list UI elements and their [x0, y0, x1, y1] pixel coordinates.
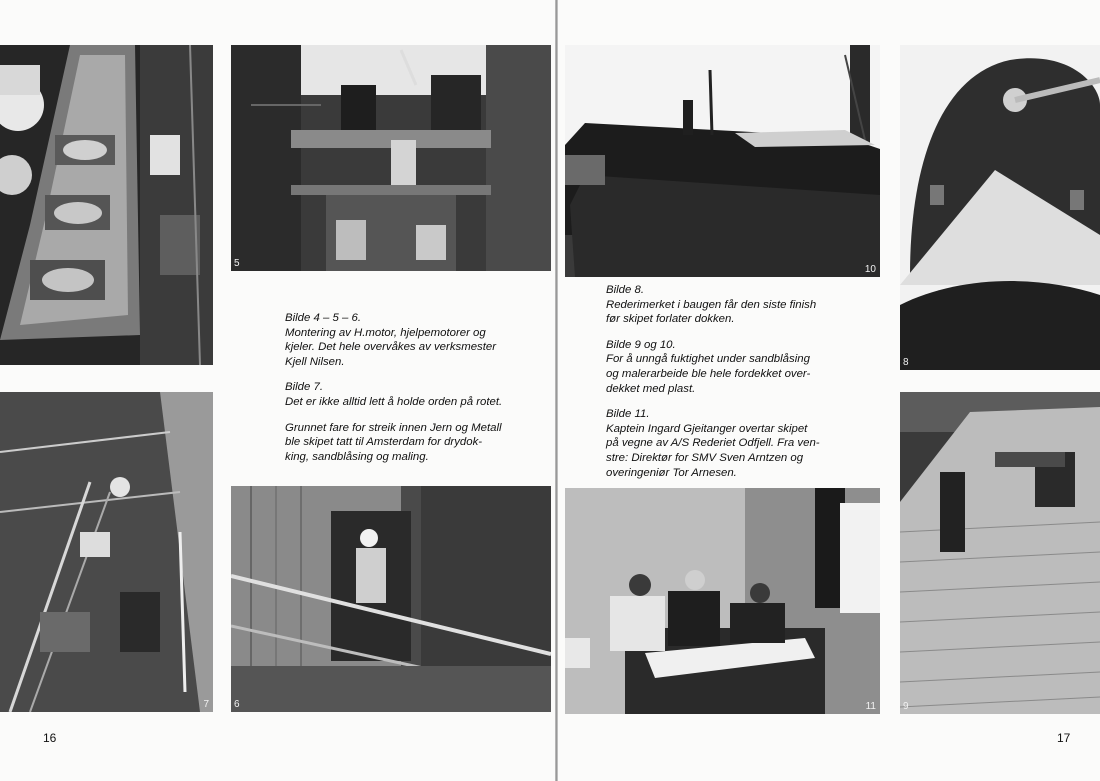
caption-line: Det er ikke alltid lett å holde orden på rotet.: [285, 395, 503, 408]
caption-line: Bilde 8.: [606, 284, 644, 296]
caption-drydock-note: [285, 421, 502, 465]
caption-line: dekket med plast.: [606, 382, 696, 395]
photo-engine-block: [0, 45, 213, 365]
photo-9-covered-deck: [900, 392, 1100, 714]
caption-bilde-11: [606, 407, 820, 480]
page-number-left: 16: [43, 731, 57, 745]
caption-bilde-4-5-6: [285, 311, 502, 369]
photo-6-worker: [231, 486, 551, 712]
caption-line: Bilde 4 – 5 – 6.: [285, 312, 361, 324]
caption-bilde-9-10: [606, 338, 820, 396]
worker-image: [231, 486, 551, 712]
caption-line: Bilde 11.: [606, 408, 650, 421]
photo-number-5: 5: [234, 258, 240, 269]
photo-5-engine-room: [231, 45, 551, 271]
photo-number-9: 9: [903, 701, 909, 712]
photo-number-10: 10: [864, 264, 876, 275]
photo-7-deck-piping: [0, 392, 213, 712]
photo-number-8: 8: [903, 357, 909, 368]
right-captions: [606, 283, 820, 491]
caption-line: kjeler. Det hele overvåkes av verksmester: [285, 341, 497, 354]
caption-line: Kjell Nilsen.: [285, 355, 345, 368]
covered-deck-image: [900, 392, 1100, 714]
caption-bilde-7: [285, 380, 502, 409]
caption-line: ble skipet tatt til Amsterdam for drydok-: [285, 436, 483, 449]
caption-line: Montering av H.motor, hjelpemotorer og: [285, 326, 486, 339]
deck-piping-image: [0, 392, 213, 712]
photo-number-7: 7: [203, 699, 209, 710]
caption-bilde-8: [606, 283, 820, 327]
caption-line: overingeniør Tor Arnesen.: [606, 466, 737, 479]
caption-line: før skipet forlater dokken.: [606, 313, 735, 326]
caption-line: på vegne av A/S Rederiet Odfjell. Fra ven-: [606, 437, 820, 450]
caption-line: Grunnet fare for streik innen Jern og Metall: [285, 421, 502, 434]
caption-line: Bilde 7.: [285, 381, 323, 394]
page-gutter: [555, 0, 558, 781]
photo-8-bow: [900, 45, 1100, 370]
caption-line: Kaptein Ingard Gjeitanger overtar skipet: [606, 422, 808, 435]
ship-hull-image: [565, 45, 880, 277]
photo-10-ship-hull: [565, 45, 880, 277]
bow-image: [900, 45, 1100, 370]
caption-line: og malerarbeide ble hele fordekket over-: [606, 367, 811, 380]
caption-line: Bilde 9 og 10.: [606, 338, 676, 351]
engine-block-image: [0, 45, 213, 365]
engine-room-image: [231, 45, 551, 271]
photo-11-signing: [565, 488, 880, 714]
caption-line: For å unngå fuktighet under sandblåsing: [606, 353, 810, 366]
signing-image: [565, 488, 880, 714]
photo-number-6: 6: [234, 699, 240, 710]
caption-line: Rederimerket i baugen får den siste finish: [606, 298, 817, 311]
photo-number-11: 11: [865, 701, 876, 712]
page-number-right: 17: [1057, 731, 1071, 745]
caption-line: stre: Direktør for SMV Sven Arntzen og: [606, 451, 804, 464]
caption-line: king, sandblåsing og maling.: [285, 450, 429, 463]
left-captions: [285, 311, 502, 475]
